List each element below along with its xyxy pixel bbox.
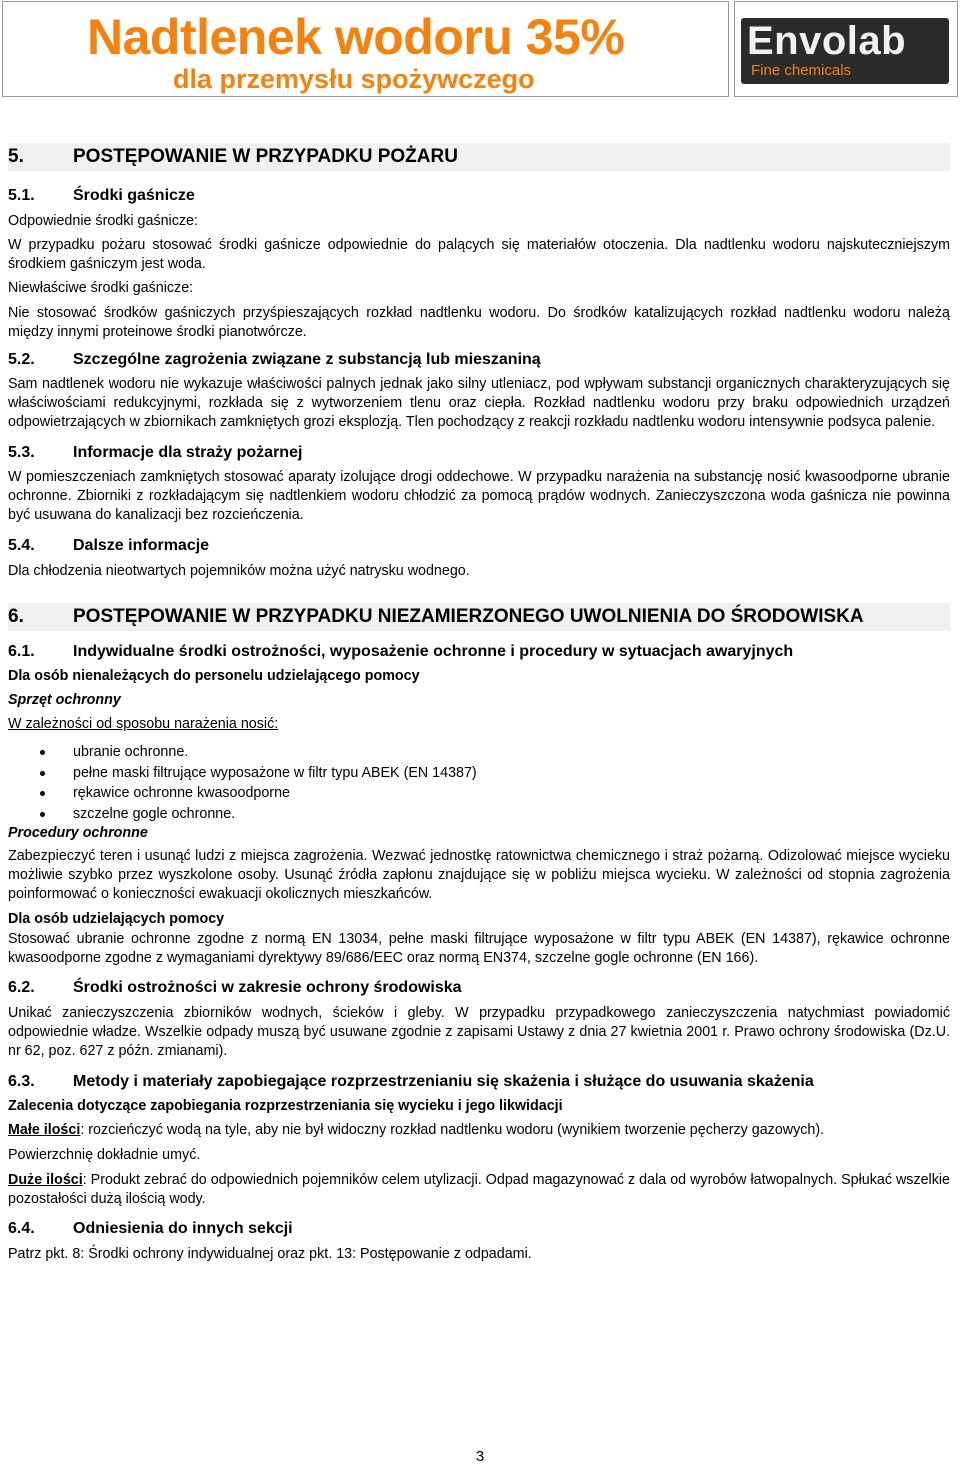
logo-box [734, 1, 958, 97]
unsuitable-media-text: Nie stosować środków gaśniczych przyśpieszających rozkład nadtlenku wodoru. Do środków katalizujących rozkład nadtlenku wodoru należą między innymi proteinowe środki pianotwórcze. [8, 305, 950, 340]
protective-procedures-text: Zabezpieczyć teren i usunąć ludzi z miejsca zagrożenia. Wezwać jednostkę ratownictwa chemicznego i straż pożarną. Odizolować miejsce wycieku możliwie szybko przez wyszkolone osoby. Usunąć źródła zapłonu znajdujące się w pobliżu miejsca wycieku. W zależności od stopnia zagrożenia poinformować o konieczności ewakuacji okolicznych mieszkańców. [8, 848, 950, 902]
unsuitable-media-label: Niewłaściwe środki gaśnicze: [8, 280, 194, 296]
containment-label: Zalecenia dotyczące zapobiegania rozprzestrzeniania się wycieku i jego likwidacji [8, 1098, 563, 1114]
subsection-number: 6.2. [8, 979, 35, 996]
subsection-title: Informacje dla straży pożarnej [73, 444, 303, 461]
section-5-2-heading [8, 349, 950, 371]
protective-equipment-label: Sprzęt ochronny [8, 692, 121, 708]
section-title: POSTĘPOWANIE W PRZYPADKU NIEZAMIERZONEGO UWOLNIENIA DO ŚRODOWISKA [73, 606, 864, 627]
product-title: Nadtlenek wodoru 35% [87, 9, 625, 65]
subsection-title: Dalsze informacje [73, 537, 210, 554]
document-header [0, 0, 960, 100]
small-quantities-label: Małe ilości [8, 1122, 81, 1138]
subsection-number: 5.2. [8, 351, 35, 368]
section-number: 6. [8, 606, 24, 627]
subsection-title: Środki ostrożności w zakresie ochrony środowiska [73, 979, 462, 996]
section-5-heading [8, 143, 950, 171]
section-6-heading [8, 603, 950, 631]
other-sections-text: Patrz pkt. 8: Środki ochrony indywidualnej oraz pkt. 13: Postępowanie z odpadami. [8, 1246, 532, 1262]
product-subtitle: dla przemysłu spożywczego [173, 64, 535, 94]
protective-equipment-list [8, 742, 950, 824]
title-box [2, 1, 729, 97]
small-quantities-text [8, 1121, 950, 1140]
list-item: pełne maski filtrujące wyposażone w filtr typu ABEK (EN 14387) [8, 763, 950, 784]
list-item: szczelne gogle ochronne. [8, 804, 950, 825]
subsection-title: Środki gaśnicze [73, 187, 195, 204]
subsection-number: 5.3. [8, 444, 35, 461]
subsection-number: 5.1. [8, 187, 35, 204]
large-quantities-body: : Produkt zebrać do odpowiednich pojemników celem utylizacji. Odpad magazynować z dala od wyrobów łatwopalnych. Spłukać wszelkie pozostałości dużą ilością wody. [8, 1172, 950, 1207]
subsection-number: 6.1. [8, 643, 35, 660]
logo-word: Envolab [747, 19, 907, 63]
protective-procedures-label: Procedury ochronne [8, 825, 148, 841]
large-quantities-label: Duże ilości [8, 1172, 83, 1188]
firefighter-advice-text: W pomieszczeniach zamkniętych stosować aparaty izolujące drogi oddechowe. W przypadku narażenia na substancję nosić kwasoodporne ubranie ochronne. Zbiorniki z rozkładającym się nadtlenkiem wodoru chłodzić za pomocą prądów wodnych. Zanieczyszczona woda gaśnicza nie powinna być usuwana do kanalizacji bez rozcieńczenia. [8, 469, 950, 523]
list-item: rękawice ochronne kwasoodporne [8, 783, 950, 804]
logo-tagline: Fine chemicals [751, 62, 852, 79]
staff-label: Dla osób udzielających pomocy [8, 911, 225, 927]
section-5-3-heading [8, 442, 950, 464]
page-number: 3 [475, 1448, 485, 1465]
staff-text: Stosować ubranie ochronne zgodne z normą EN 13034, pełne maski filtrujące wyposażone w filtr typu ABEK (EN 14387), rękawice ochronne kwasoodporne zgodne z wymaganiami dyrektywy 89/686/EEC oraz normą EN374, szczelne gogle ochronne (EN 166). [8, 931, 950, 966]
subsection-title: Metody i materiały zapobiegające rozprzestrzenianiu się skażenia i służące do usuwania skażenia [73, 1073, 814, 1090]
depending-exposure-label: W zależności od sposobu narażenia nosić: [8, 716, 279, 732]
small-quantities-body: : rozcieńczyć wodą na tyle, aby nie był widoczny rozkład nadtlenku wodoru (wynikiem tworzenie pęcherzy gazowych). [80, 1122, 825, 1138]
section-6-3-heading [8, 1071, 950, 1093]
section-title: POSTĘPOWANIE W PRZYPADKU POŻARU [73, 146, 458, 167]
large-quantities-text [8, 1171, 950, 1209]
subsection-number: 6.4. [8, 1220, 35, 1237]
non-staff-label: Dla osób nienależących do personelu udzielającego pomocy [8, 668, 420, 684]
section-6-1-heading [8, 641, 950, 663]
suitable-media-label: Odpowiednie środki gaśnicze: [8, 213, 198, 229]
environmental-precautions-text: Unikać zanieczyszczenia zbiorników wodnych, ścieków i gleby. W przypadku przypadkowego zanieczyszczenia natychmiast powiadomić odpowiednie władze. Wszelkie odpady muszą być usuwane zgodnie z zapisami Ustawy z dnia 27 kwietnia 2001 r. Prawo ochrony środowiska (Dz.U. nr 62, poz. 627 z późn. zmianami). [8, 1005, 950, 1059]
document-body [8, 143, 950, 1264]
subsection-title: Indywidualne środki ostrożności, wyposażenie ochronne i procedury w sytuacjach awaryjnych [73, 643, 794, 660]
section-5-1-heading [8, 185, 950, 207]
further-info-text: Dla chłodzenia nieotwartych pojemników można użyć natrysku wodnego. [8, 563, 470, 579]
section-6-4-heading [8, 1218, 950, 1240]
surface-wash-text: Powierzchnię dokładnie umyć. [8, 1147, 201, 1163]
section-number: 5. [8, 146, 24, 167]
subsection-title: Szczególne zagrożenia związane z substancją lub mieszaniną [73, 351, 541, 368]
subsection-number: 5.4. [8, 537, 35, 554]
suitable-media-text: W przypadku pożaru stosować środki gaśnicze odpowiednie do palących się materiałów otoczenia. Dla nadtlenku wodoru najskuteczniejszym środkiem gaśniczym jest woda. [8, 237, 950, 272]
subsection-number: 6.3. [8, 1073, 35, 1090]
section-5-4-heading [8, 535, 950, 557]
envolab-logo [741, 18, 949, 84]
subsection-title: Odniesienia do innych sekcji [73, 1220, 293, 1237]
section-6-2-heading [8, 977, 950, 999]
special-hazards-text: Sam nadtlenek wodoru nie wykazuje właściwości palnych jednak jako silny utleniacz, pod wpływam substancji organicznych charakteryzujących się właściwościami redukcyjnymi, rozkłada się z wytworzeniem tlenu oraz ciepła. Rozkład nadtlenku wodoru przy braku odpowiednich urządzeń odpowietrzających w zbiornikach zamkniętych grozi eksplozją. Tlen pochodzący z reakcji rozkładu nadtlenku wodoru intensywnie podsyca palenie. [8, 376, 950, 430]
list-item: ubranie ochronne. [8, 742, 950, 763]
